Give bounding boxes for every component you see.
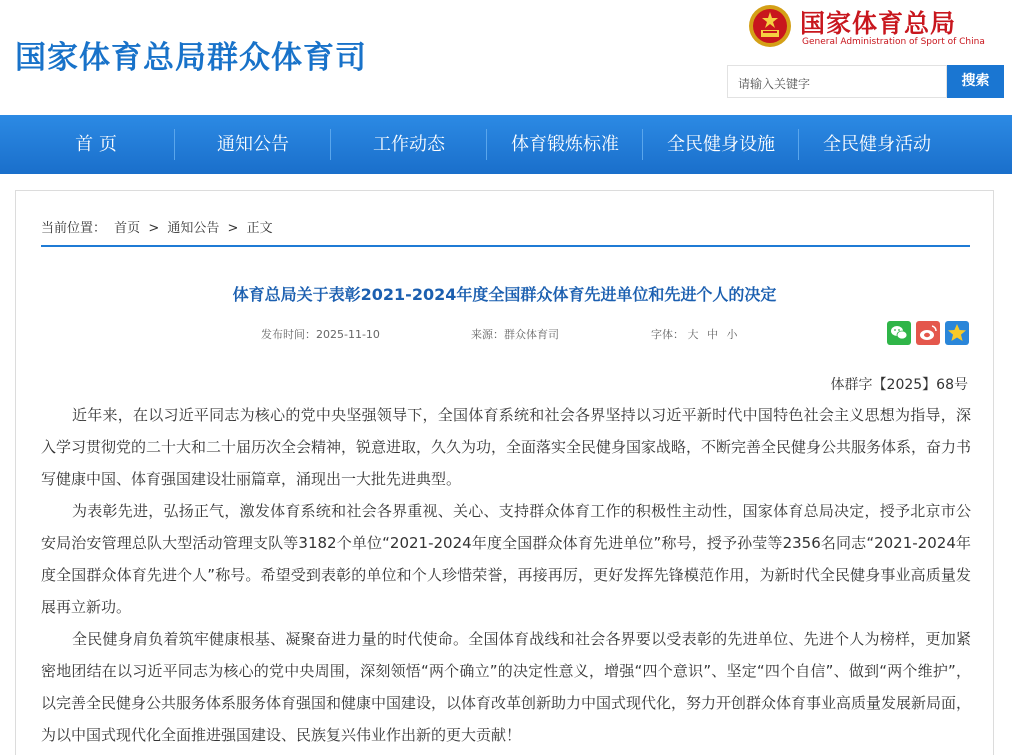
search-button[interactable]: 搜索 <box>947 65 1004 98</box>
breadcrumb <box>41 217 277 236</box>
font-size-control <box>651 326 738 342</box>
main-nav <box>0 115 1012 174</box>
font-size-large[interactable]: 大 <box>687 328 699 341</box>
nav-item-fitness-activities[interactable]: 全民健身活动 <box>823 134 931 155</box>
nav-item-home[interactable]: 首 页 <box>75 134 117 155</box>
wechat-icon[interactable] <box>887 321 911 345</box>
article-panel <box>15 190 994 755</box>
breadcrumb-notices[interactable]: 通知公告 <box>167 221 220 236</box>
font-size-medium[interactable]: 中 <box>707 328 718 341</box>
nav-item-notices[interactable]: 通知公告 <box>217 134 289 155</box>
breadcrumb-separator: > <box>227 221 239 236</box>
favorite-icon[interactable] <box>945 321 969 345</box>
weibo-icon[interactable] <box>916 321 940 345</box>
nav-item-work-news[interactable]: 工作动态 <box>373 134 445 155</box>
breadcrumb-divider <box>41 245 970 247</box>
article-title: 体育总局关于表彰2021-2024年度全国群众体育先进单位和先进个人的决定 <box>232 285 777 304</box>
nav-item-fitness-standards[interactable]: 体育锻炼标准 <box>511 134 619 155</box>
font-size-small[interactable]: 小 <box>726 328 738 341</box>
national-emblem-icon <box>748 4 792 48</box>
article-paragraph: 为表彰先进，弘扬正气，激发体育系统和社会各界重视、关心、支持群众体育工作的积极性主动性，国家体育总局决定，授予北京市公安局治安管理总队大型活动管理支队等3182个单位“2021-2024年度全国群众体育先进单位”称号，授予孙莹等2356名同志“2021-2024年度全国群众体育先进个人”称号。希望受到表彰的单位和个人珍惜荣誉，再接再厉，更好发挥先锋模范作用，为新时代全民健身事业高质量发展再立新功。 <box>41 502 971 616</box>
article-paragraph: 全民健身肩负着筑牢健康根基、凝聚奋进力量的时代使命。全国体育战线和社会各界要以受表彰的先进单位、先进个人为榜样，更加紧密地团结在以习近平同志为核心的党中央周围，深刻领悟“两个确立”的决定性意义，增强“四个意识”、坚定“四个自信”、做到“两个维护”，以完善全民健身公共服务体系服务体育强国和健康中国建设，以体育改革创新助力中国式现代化，努力开创群众体育事业高质量发展新局面，为以中国式现代化全面推进强国建设、民族复兴伟业作出新的更大贡献！ <box>41 630 972 744</box>
nav-item-fitness-facilities[interactable]: 全民健身设施 <box>667 134 775 155</box>
gov-name[interactable]: 国家体育总局 <box>800 9 957 38</box>
site-header <box>0 0 1012 115</box>
breadcrumb-home[interactable]: 首页 <box>114 221 141 236</box>
gov-name-en: General Administration of Sport of China <box>802 37 985 47</box>
publish-time: 发布时间：2025-11-10 <box>261 328 380 341</box>
breadcrumb-prefix: 当前位置： <box>41 221 107 236</box>
document-number: 体群字【2025】68号 <box>830 377 968 393</box>
search-input[interactable]: 请输入关键字 <box>727 65 947 98</box>
article-paragraph: 近年来，在以习近平同志为核心的党中央坚强领导下，全国体育系统和社会各界坚持以习近平新时代中国特色社会主义思想为指导，深入学习贯彻党的二十大和二十届历次全会精神，锐意进取，久久为功，全面落实全民健身国家战略，不断完善全民健身公共服务体系，奋力书写健康中国、体育强国建设壮丽篇章，涌现出一大批先进典型。 <box>41 406 972 488</box>
font-size-label: 字体： <box>651 328 684 341</box>
site-title[interactable]: 国家体育总局群众体育司 <box>15 40 367 76</box>
breadcrumb-separator: > <box>148 221 160 236</box>
article-source: 来源：群众体育司 <box>471 328 559 341</box>
breadcrumb-current: 正文 <box>246 221 273 236</box>
